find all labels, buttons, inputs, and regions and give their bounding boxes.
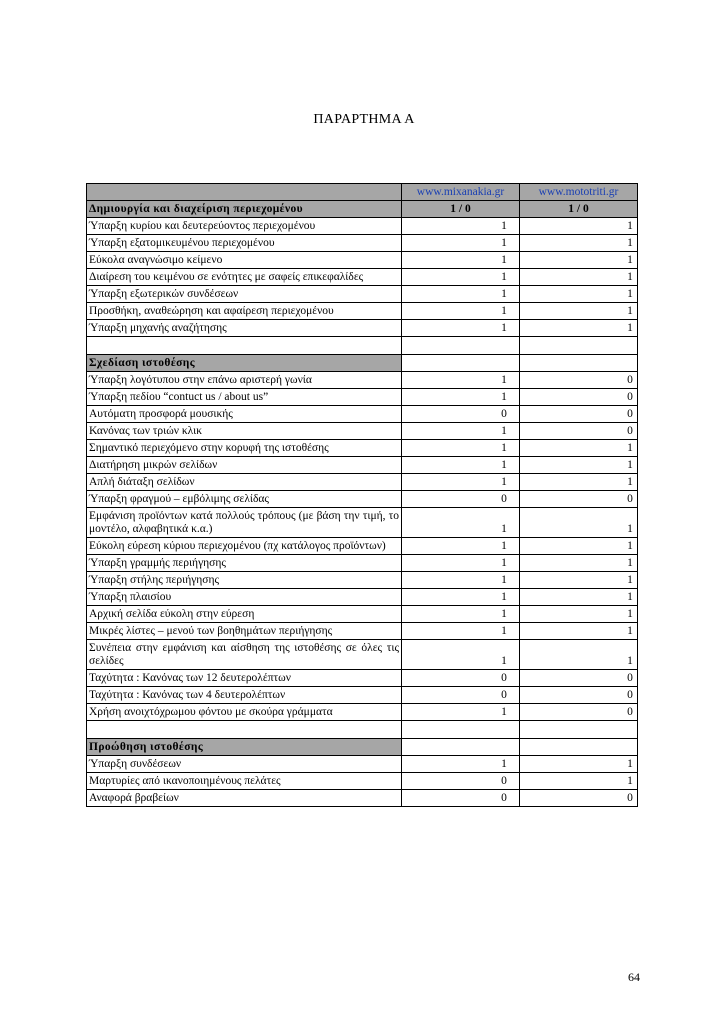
score-mixanakia <box>402 286 520 303</box>
table-row <box>87 555 638 572</box>
score-mixanakia-value: 1 <box>501 425 507 437</box>
score-mototriti-value: 1 <box>627 608 633 620</box>
score-mototriti-value: 1 <box>627 540 633 552</box>
score-mototriti-value: 0 <box>627 672 633 684</box>
score-mixanakia-value: 1 <box>501 540 507 552</box>
section-score-mototriti: 1 / 0 <box>520 201 638 218</box>
criterion-label: Κανόνας των τριών κλικ <box>87 423 402 440</box>
score-mototriti-value: 1 <box>627 288 633 300</box>
score-mototriti <box>520 474 638 491</box>
score-mixanakia <box>402 372 520 389</box>
score-mototriti-value: 0 <box>627 792 633 804</box>
section-title: Προώθηση ιστοθέσης <box>87 739 402 756</box>
score-mixanakia-value: 1 <box>501 557 507 569</box>
table-row <box>87 235 638 252</box>
table-row <box>87 687 638 704</box>
score-mototriti <box>520 790 638 807</box>
score-mototriti <box>520 320 638 337</box>
score-mototriti-value: 1 <box>627 655 633 667</box>
criterion-label: Προσθήκη, αναθεώρηση και αφαίρεση περιεχομένου <box>87 303 402 320</box>
score-mototriti <box>520 572 638 589</box>
score-mototriti <box>520 555 638 572</box>
score-mototriti-value: 0 <box>627 706 633 718</box>
score-mototriti <box>520 423 638 440</box>
site-header-mixanakia: www.mixanakia.gr <box>402 184 520 201</box>
score-mototriti <box>520 773 638 790</box>
table-row <box>87 269 638 286</box>
spacer-cell <box>520 721 638 739</box>
score-mixanakia <box>402 235 520 252</box>
score-mototriti-value: 1 <box>627 574 633 586</box>
table-row <box>87 286 638 303</box>
score-mototriti-value: 1 <box>627 237 633 249</box>
table-row <box>87 474 638 491</box>
criterion-label: Χρήση ανοιχτόχρωμου φόντου με σκούρα γράμματα <box>87 704 402 721</box>
score-mototriti-value: 1 <box>627 254 633 266</box>
score-mototriti <box>520 623 638 640</box>
score-mixanakia-value: 0 <box>501 775 507 787</box>
score-mototriti <box>520 589 638 606</box>
criterion-label: Ταχύτητα : Κανόνας των 4 δευτερολέπτων <box>87 687 402 704</box>
score-mixanakia <box>402 218 520 235</box>
score-mixanakia-value: 1 <box>501 608 507 620</box>
score-mixanakia <box>402 508 520 538</box>
section-header-row <box>87 201 638 218</box>
table-row <box>87 640 638 670</box>
table-row <box>87 572 638 589</box>
score-mototriti-value: 0 <box>627 374 633 386</box>
score-mixanakia-value: 1 <box>501 391 507 403</box>
criterion-label: Συνέπεια στην εμφάνιση και αίσθηση της ιστοθέσης σε όλες τις σελίδες <box>87 640 402 670</box>
section-header-row <box>87 739 638 756</box>
score-mototriti-value: 0 <box>627 391 633 403</box>
score-mixanakia-value: 1 <box>501 591 507 603</box>
score-mototriti <box>520 457 638 474</box>
spacer-cell <box>87 721 402 739</box>
criterion-label: Εύκολη εύρεση κύριου περιεχομένου (πχ κατάλογος προϊόντων) <box>87 538 402 555</box>
score-mixanakia-value: 1 <box>501 442 507 454</box>
score-mixanakia-value: 0 <box>501 689 507 701</box>
score-mototriti-value: 0 <box>627 689 633 701</box>
score-mixanakia <box>402 491 520 508</box>
score-mixanakia <box>402 406 520 423</box>
spacer-cell <box>402 721 520 739</box>
score-mixanakia-value: 0 <box>501 792 507 804</box>
score-mototriti-value: 1 <box>627 322 633 334</box>
score-mototriti <box>520 606 638 623</box>
criterion-label: Ύπαρξη εξατομικευμένου περιεχομένου <box>87 235 402 252</box>
site-header-mototriti: www.mototriti.gr <box>520 184 638 201</box>
score-mixanakia <box>402 474 520 491</box>
table-row <box>87 589 638 606</box>
criterion-label: Ταχύτητα : Κανόνας των 12 δευτερολέπτων <box>87 670 402 687</box>
spacer-cell <box>402 337 520 355</box>
section-header-row <box>87 355 638 372</box>
score-mototriti-value: 1 <box>627 523 633 535</box>
score-mixanakia <box>402 252 520 269</box>
score-mototriti-value: 1 <box>627 476 633 488</box>
table-row <box>87 218 638 235</box>
score-mixanakia-value: 1 <box>501 625 507 637</box>
score-mixanakia-value: 1 <box>501 476 507 488</box>
score-mototriti <box>520 303 638 320</box>
table-row <box>87 491 638 508</box>
score-mototriti <box>520 704 638 721</box>
score-mixanakia <box>402 303 520 320</box>
table-row <box>87 508 638 538</box>
score-mixanakia-value: 1 <box>501 288 507 300</box>
criterion-label: Διαίρεση του κειμένου σε ενότητες με σαφείς επικεφαλίδες <box>87 269 402 286</box>
score-mixanakia <box>402 687 520 704</box>
section-score-mixanakia: 1 / 0 <box>402 201 520 218</box>
criterion-label: Ύπαρξη φραγμού – εμβόλιμης σελίδας <box>87 491 402 508</box>
score-mixanakia-value: 0 <box>501 408 507 420</box>
score-mototriti-value: 1 <box>627 459 633 471</box>
table-row <box>87 773 638 790</box>
spacer-cell <box>87 337 402 355</box>
score-mototriti <box>520 687 638 704</box>
score-mixanakia <box>402 623 520 640</box>
score-mixanakia-value: 1 <box>501 706 507 718</box>
score-mixanakia-value: 1 <box>501 237 507 249</box>
table-row <box>87 440 638 457</box>
score-mototriti <box>520 756 638 773</box>
score-mixanakia <box>402 457 520 474</box>
table-row <box>87 670 638 687</box>
score-mototriti <box>520 670 638 687</box>
score-mixanakia <box>402 606 520 623</box>
criterion-label: Σημαντικό περιεχόμενο στην κορυφή της ιστοθέσης <box>87 440 402 457</box>
section-title: Δημιουργία και διαχείριση περιεχομένου <box>87 201 402 218</box>
score-mixanakia-value: 1 <box>501 758 507 770</box>
criterion-label: Ύπαρξη συνδέσεων <box>87 756 402 773</box>
score-mixanakia <box>402 704 520 721</box>
table-row <box>87 704 638 721</box>
score-mototriti-value: 1 <box>627 442 633 454</box>
score-mototriti <box>520 640 638 670</box>
criterion-label: Εμφάνιση προϊόντων κατά πολλούς τρόπους (με βάση την τιμή, το μοντέλο, αλφαβητικά κ.α.) <box>87 508 402 538</box>
score-mototriti <box>520 286 638 303</box>
score-mixanakia <box>402 670 520 687</box>
table-row <box>87 320 638 337</box>
criterion-label: Αναφορά βραβείων <box>87 790 402 807</box>
criterion-label: Αυτόματη προσφορά μουσικής <box>87 406 402 423</box>
score-mototriti <box>520 440 638 457</box>
table-row <box>87 606 638 623</box>
table-row <box>87 790 638 807</box>
spacer-cell <box>520 337 638 355</box>
score-mixanakia <box>402 555 520 572</box>
score-mixanakia-value: 0 <box>501 672 507 684</box>
score-mixanakia-value: 1 <box>501 523 507 535</box>
score-mixanakia <box>402 440 520 457</box>
table-row <box>87 406 638 423</box>
header-empty-cell <box>87 184 402 201</box>
score-mototriti-value: 1 <box>627 591 633 603</box>
score-mixanakia-value: 1 <box>501 305 507 317</box>
section-score-mixanakia <box>402 355 520 372</box>
score-mixanakia-value: 1 <box>501 254 507 266</box>
score-mototriti-value: 1 <box>627 557 633 569</box>
criterion-label: Απλή διάταξη σελίδων <box>87 474 402 491</box>
score-mototriti-value: 0 <box>627 425 633 437</box>
table-row <box>87 389 638 406</box>
criterion-label: Ύπαρξη εξωτερικών συνδέσεων <box>87 286 402 303</box>
table-row <box>87 372 638 389</box>
score-mototriti-value: 1 <box>627 758 633 770</box>
score-mototriti <box>520 406 638 423</box>
score-mixanakia-value: 0 <box>501 493 507 505</box>
score-mixanakia <box>402 756 520 773</box>
score-mixanakia <box>402 572 520 589</box>
score-mototriti-value: 1 <box>627 271 633 283</box>
score-mixanakia <box>402 790 520 807</box>
criterion-label: Μικρές λίστες – μενού των βοηθημάτων περιήγησης <box>87 623 402 640</box>
score-mixanakia <box>402 389 520 406</box>
score-mixanakia-value: 1 <box>501 374 507 386</box>
score-mototriti-value: 0 <box>627 493 633 505</box>
table-row <box>87 457 638 474</box>
score-mototriti <box>520 372 638 389</box>
score-mixanakia <box>402 640 520 670</box>
score-mixanakia-value: 1 <box>501 220 507 232</box>
score-mixanakia <box>402 269 520 286</box>
score-mixanakia-value: 1 <box>501 459 507 471</box>
criterion-label: Ύπαρξη στήλης περιήγησης <box>87 572 402 589</box>
score-mototriti-value: 1 <box>627 775 633 787</box>
score-mixanakia-value: 1 <box>501 322 507 334</box>
criterion-label: Ύπαρξη λογότυπου στην επάνω αριστερή γωνία <box>87 372 402 389</box>
table-row <box>87 756 638 773</box>
table-row <box>87 252 638 269</box>
criterion-label: Ύπαρξη μηχανής αναζήτησης <box>87 320 402 337</box>
section-score-mototriti <box>520 355 638 372</box>
score-mototriti <box>520 538 638 555</box>
score-mototriti-value: 0 <box>627 408 633 420</box>
criterion-label: Διατήρηση μικρών σελίδων <box>87 457 402 474</box>
score-mototriti <box>520 491 638 508</box>
score-mixanakia <box>402 589 520 606</box>
table-header-row <box>87 184 638 201</box>
score-mototriti <box>520 389 638 406</box>
score-mixanakia-value: 1 <box>501 271 507 283</box>
table-row <box>87 423 638 440</box>
page-number: 64 <box>628 970 640 984</box>
score-mototriti <box>520 508 638 538</box>
score-mototriti <box>520 218 638 235</box>
table-row <box>87 303 638 320</box>
score-mototriti-value: 1 <box>627 305 633 317</box>
score-mixanakia <box>402 320 520 337</box>
criterion-label: Ύπαρξη πεδίου “contuct us / about us” <box>87 389 402 406</box>
score-mototriti <box>520 252 638 269</box>
score-mixanakia <box>402 773 520 790</box>
criterion-label: Ύπαρξη πλαισίου <box>87 589 402 606</box>
score-mototriti <box>520 269 638 286</box>
criterion-label: Αρχική σελίδα εύκολη στην εύρεση <box>87 606 402 623</box>
spacer-row <box>87 337 638 355</box>
score-mixanakia-value: 1 <box>501 655 507 667</box>
spacer-row <box>87 721 638 739</box>
section-score-mixanakia <box>402 739 520 756</box>
criterion-label: Ύπαρξη κυρίου και δευτερεύοντος περιεχομένου <box>87 218 402 235</box>
table-row <box>87 623 638 640</box>
score-mototriti-value: 1 <box>627 625 633 637</box>
table-row <box>87 538 638 555</box>
criterion-label: Εύκολα αναγνώσιμο κείμενο <box>87 252 402 269</box>
evaluation-table <box>86 183 638 807</box>
criterion-label: Ύπαρξη γραμμής περιήγησης <box>87 555 402 572</box>
score-mixanakia-value: 1 <box>501 574 507 586</box>
page-title: ΠΑΡΑΡΤΗΜΑ Α <box>313 112 415 127</box>
evaluation-table-body <box>87 184 638 807</box>
criterion-label: Μαρτυρίες από ικανοποιημένους πελάτες <box>87 773 402 790</box>
section-title: Σχεδίαση ιστοθέσης <box>87 355 402 372</box>
section-score-mototriti <box>520 739 638 756</box>
score-mototriti-value: 1 <box>627 220 633 232</box>
score-mixanakia <box>402 423 520 440</box>
score-mototriti <box>520 235 638 252</box>
score-mixanakia <box>402 538 520 555</box>
